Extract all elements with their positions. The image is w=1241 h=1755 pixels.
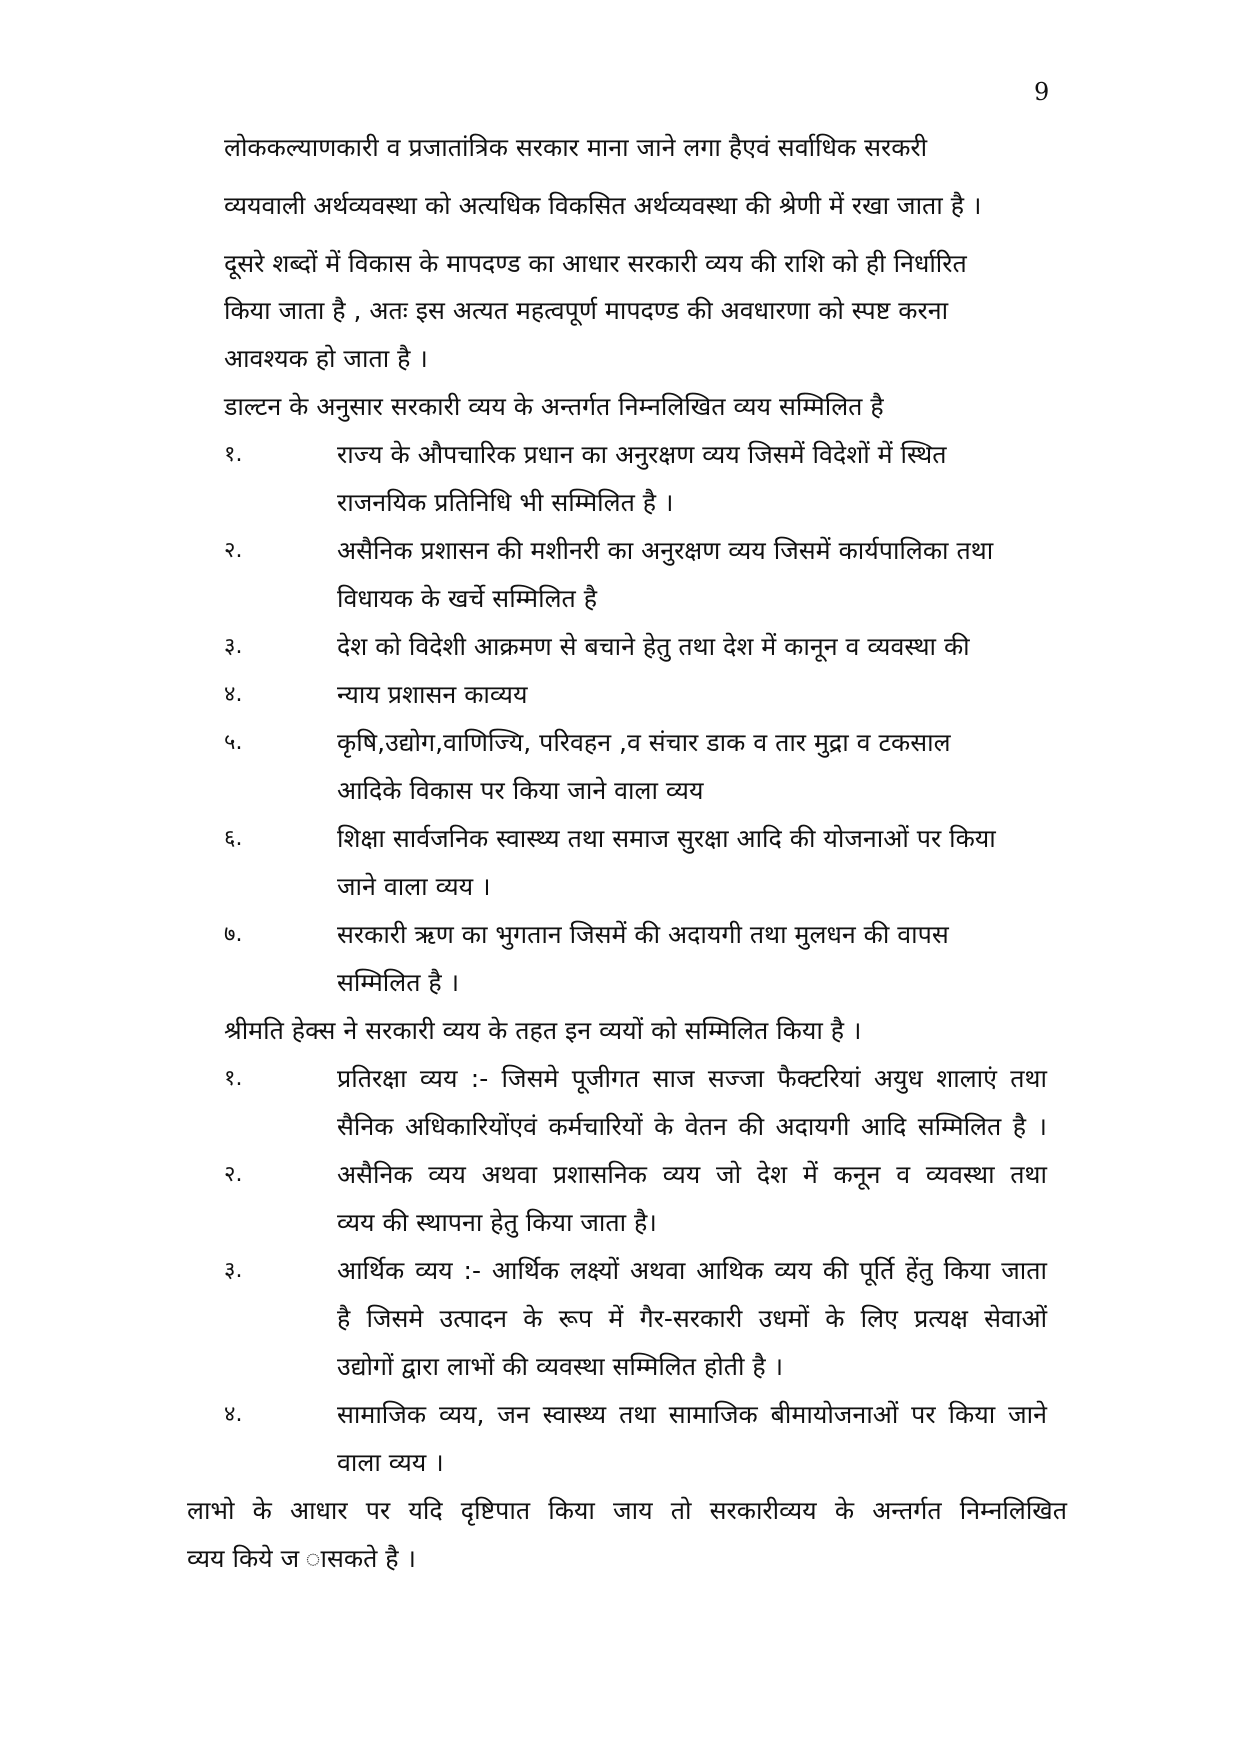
list-item-text: प्रतिरक्षा व्यय :- जिसमे पूजीगत साज सज्जा फैक्टरियां अयुध शालाएं तथा — [337, 1064, 1047, 1093]
list-item-text: सामाजिक व्यय, जन स्वास्थ्य तथा सामाजिक बीमायोजनाओं पर किया जाने — [337, 1400, 1047, 1429]
list-item-number: ३. — [224, 634, 243, 659]
list-item-text: राजनयिक प्रतिनिधि भी सम्मिलित है । — [337, 488, 674, 517]
intro-line: दूसरे शब्दों में विकास के मापदण्ड का आधार सरकारी व्यय की राशि को ही निर्धारित — [224, 249, 967, 278]
closing-line: लाभो के आधार पर यदि दृष्टिपात किया जाय तो सरकारीव्यय के अन्तर्गत निम्नलिखित — [187, 1496, 1067, 1525]
list-item-text: आर्थिक व्यय :- आर्थिक लक्ष्यों अथवा आथिक व्यय की पूर्ति हेंतु किया जाता — [337, 1256, 1047, 1285]
list-item-text: असैनिक प्रशासन की मशीनरी का अनुरक्षण व्यय जिसमें कार्यपालिका तथा — [337, 536, 994, 565]
list-item-number: ४. — [224, 1402, 243, 1427]
intro-line: व्ययवाली अर्थव्यवस्था को अत्यधिक विकसित अर्थव्यवस्था की श्रेणी में रखा जाता है । — [224, 191, 982, 220]
list-item-text: राज्य के औपचारिक प्रधान का अनुरक्षण व्यय जिसमें विदेशों में स्थित — [337, 440, 947, 469]
list-item-text: कृषि,उद्योग,वाणिज्यि, परिवहन ,व संचार डाक व तार मुद्रा व टकसाल — [337, 728, 951, 757]
list-item-number: २. — [224, 1162, 243, 1187]
list-item-text: सरकारी ऋण का भुगतान जिसमें की अदायगी तथा मुलधन की वापस — [337, 920, 949, 949]
list-item-text: सम्मिलित है । — [337, 968, 460, 997]
list-item-number: ५. — [224, 730, 243, 755]
list-item-text: है जिसमे उत्पादन के रूप में गैर-सरकारी उधमों के लिए प्रत्यक्ष सेवाओं — [337, 1304, 1047, 1333]
list-item-number: १. — [224, 442, 243, 467]
hicks-heading: श्रीमति हेक्स ने सरकारी व्यय के तहत इन व्ययों को सम्मिलित किया है । — [224, 1016, 862, 1045]
list-item-text: देश को विदेशी आक्रमण से बचाने हेतु तथा देश में कानून व व्यवस्था की — [337, 632, 970, 661]
list-item-number: ६. — [224, 826, 243, 851]
list-item-number: ४. — [224, 682, 243, 707]
list-item-text: आदिके विकास पर किया जाने वाला व्यय — [337, 776, 704, 805]
page-number: 9 — [1034, 78, 1050, 106]
list-item-number: ७. — [224, 922, 243, 947]
list-item-text: असैनिक व्यय अथवा प्रशासनिक व्यय जो देश में कनून व व्यवस्था तथा — [337, 1160, 1047, 1189]
closing-line: व्यय किये ज ासकते है । — [187, 1544, 416, 1573]
list-item-text: वाला व्यय । — [337, 1448, 444, 1477]
list-item-text: सैनिक अधिकारियोंएवं कर्मचारियों के वेतन की अदायगी आदि सम्मिलित है । — [337, 1112, 1047, 1141]
list-item-text: शिक्षा सार्वजनिक स्वास्थ्य तथा समाज सुरक्षा आदि की योजनाओं पर किया — [337, 824, 996, 853]
list-item-number: ३. — [224, 1258, 243, 1283]
list-item-text: व्यय की स्थापना हेतु किया जाता है। — [337, 1208, 657, 1237]
list-item-text: उद्योगों द्वारा लाभों की व्यवस्था सम्मिलित होती है । — [337, 1352, 784, 1381]
list-item-text: जाने वाला व्यय । — [337, 872, 491, 901]
intro-line: किया जाता है , अतः इस अत्यत महत्वपूर्ण मापदण्ड की अवधारणा को स्पष्ट करना — [224, 296, 949, 325]
list-item-number: २. — [224, 538, 243, 563]
dalton-heading: डाल्टन के अनुसार सरकारी व्यय के अन्तर्गत निम्नलिखित व्यय सम्मिलित है — [224, 392, 884, 421]
list-item-number: १. — [224, 1066, 243, 1091]
intro-line: लोककल्याणकारी व प्रजातांत्रिक सरकार माना जाने लगा हैएवं सर्वाधिक सरकरी — [224, 133, 928, 162]
list-item-text: न्याय प्रशासन काव्यय — [337, 680, 528, 709]
intro-line: आवश्यक हो जाता है । — [224, 344, 428, 373]
list-item-text: विधायक के खर्चे सम्मिलित है — [337, 584, 597, 613]
